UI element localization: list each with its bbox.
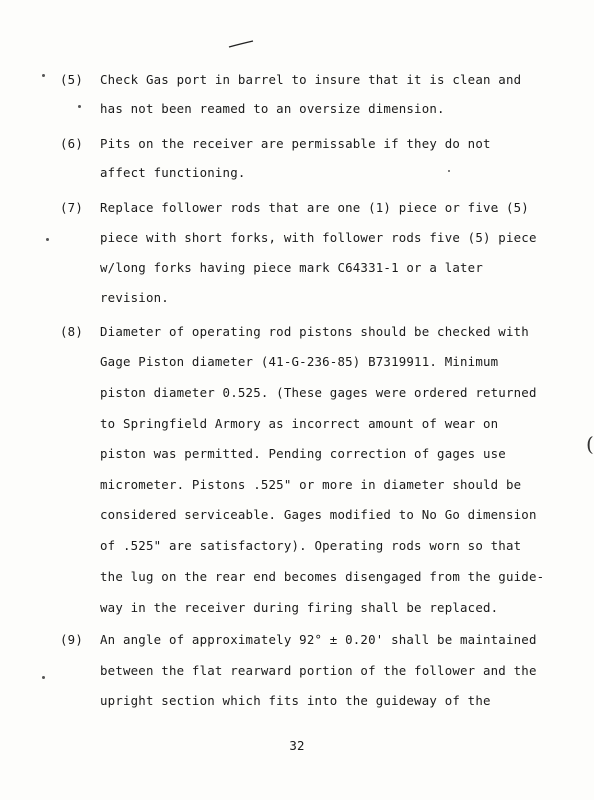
page-number: 32 — [289, 738, 305, 753]
item-line: Diameter of operating rod pistons should be checked with — [100, 324, 529, 339]
item-line: micrometer. Pistons .525" or more in diameter should be — [100, 477, 522, 492]
speck — [42, 74, 45, 77]
item-line: Gage Piston diameter (41-G-236-85) B7319911. Minimum — [100, 354, 499, 369]
item-line: between the flat rearward portion of the follower and the — [100, 663, 537, 678]
item-line: to Springfield Armory as incorrect amount of wear on — [100, 416, 499, 431]
item-number: (9) — [60, 632, 83, 647]
item-line: of .525" are satisfactory). Operating rods worn so that — [100, 538, 522, 553]
item-line: An angle of approximately 92° ± 0.20' shall be maintained — [100, 632, 537, 647]
speck — [42, 676, 45, 679]
item-number: (8) — [60, 324, 83, 339]
speck — [78, 105, 81, 108]
margin-paren-mark: ( — [586, 432, 594, 456]
item-line: affect functioning. — [100, 165, 246, 180]
item-line: piston diameter 0.525. (These gages were ordered returned — [100, 385, 537, 400]
item-line: has not been reamed to an oversize dimension. — [100, 101, 445, 116]
item-line: piston was permitted. Pending correction of gages use — [100, 446, 506, 461]
item-line: piece with short forks, with follower rods five (5) piece — [100, 230, 537, 245]
speck — [46, 238, 49, 241]
pen-mark — [228, 40, 254, 48]
item-line: the lug on the rear end becomes disengaged from the guide- — [100, 569, 545, 584]
item-line: Pits on the receiver are permissable if they do not — [100, 136, 491, 151]
item-line: way in the receiver during firing shall be replaced. — [100, 600, 499, 615]
item-number: (5) — [60, 72, 83, 87]
item-line: considered serviceable. Gages modified to No Go dimension — [100, 507, 537, 522]
item-line: upright section which fits into the guideway of the — [100, 693, 491, 708]
item-line: Replace follower rods that are one (1) piece or five (5) — [100, 200, 529, 215]
item-line: Check Gas port in barrel to insure that it is clean and — [100, 72, 522, 87]
speck — [448, 170, 450, 172]
item-line: w/long forks having piece mark C64331-1 or a later — [100, 260, 483, 275]
item-number: (6) — [60, 136, 83, 151]
item-number: (7) — [60, 200, 83, 215]
item-line: revision. — [100, 290, 169, 305]
